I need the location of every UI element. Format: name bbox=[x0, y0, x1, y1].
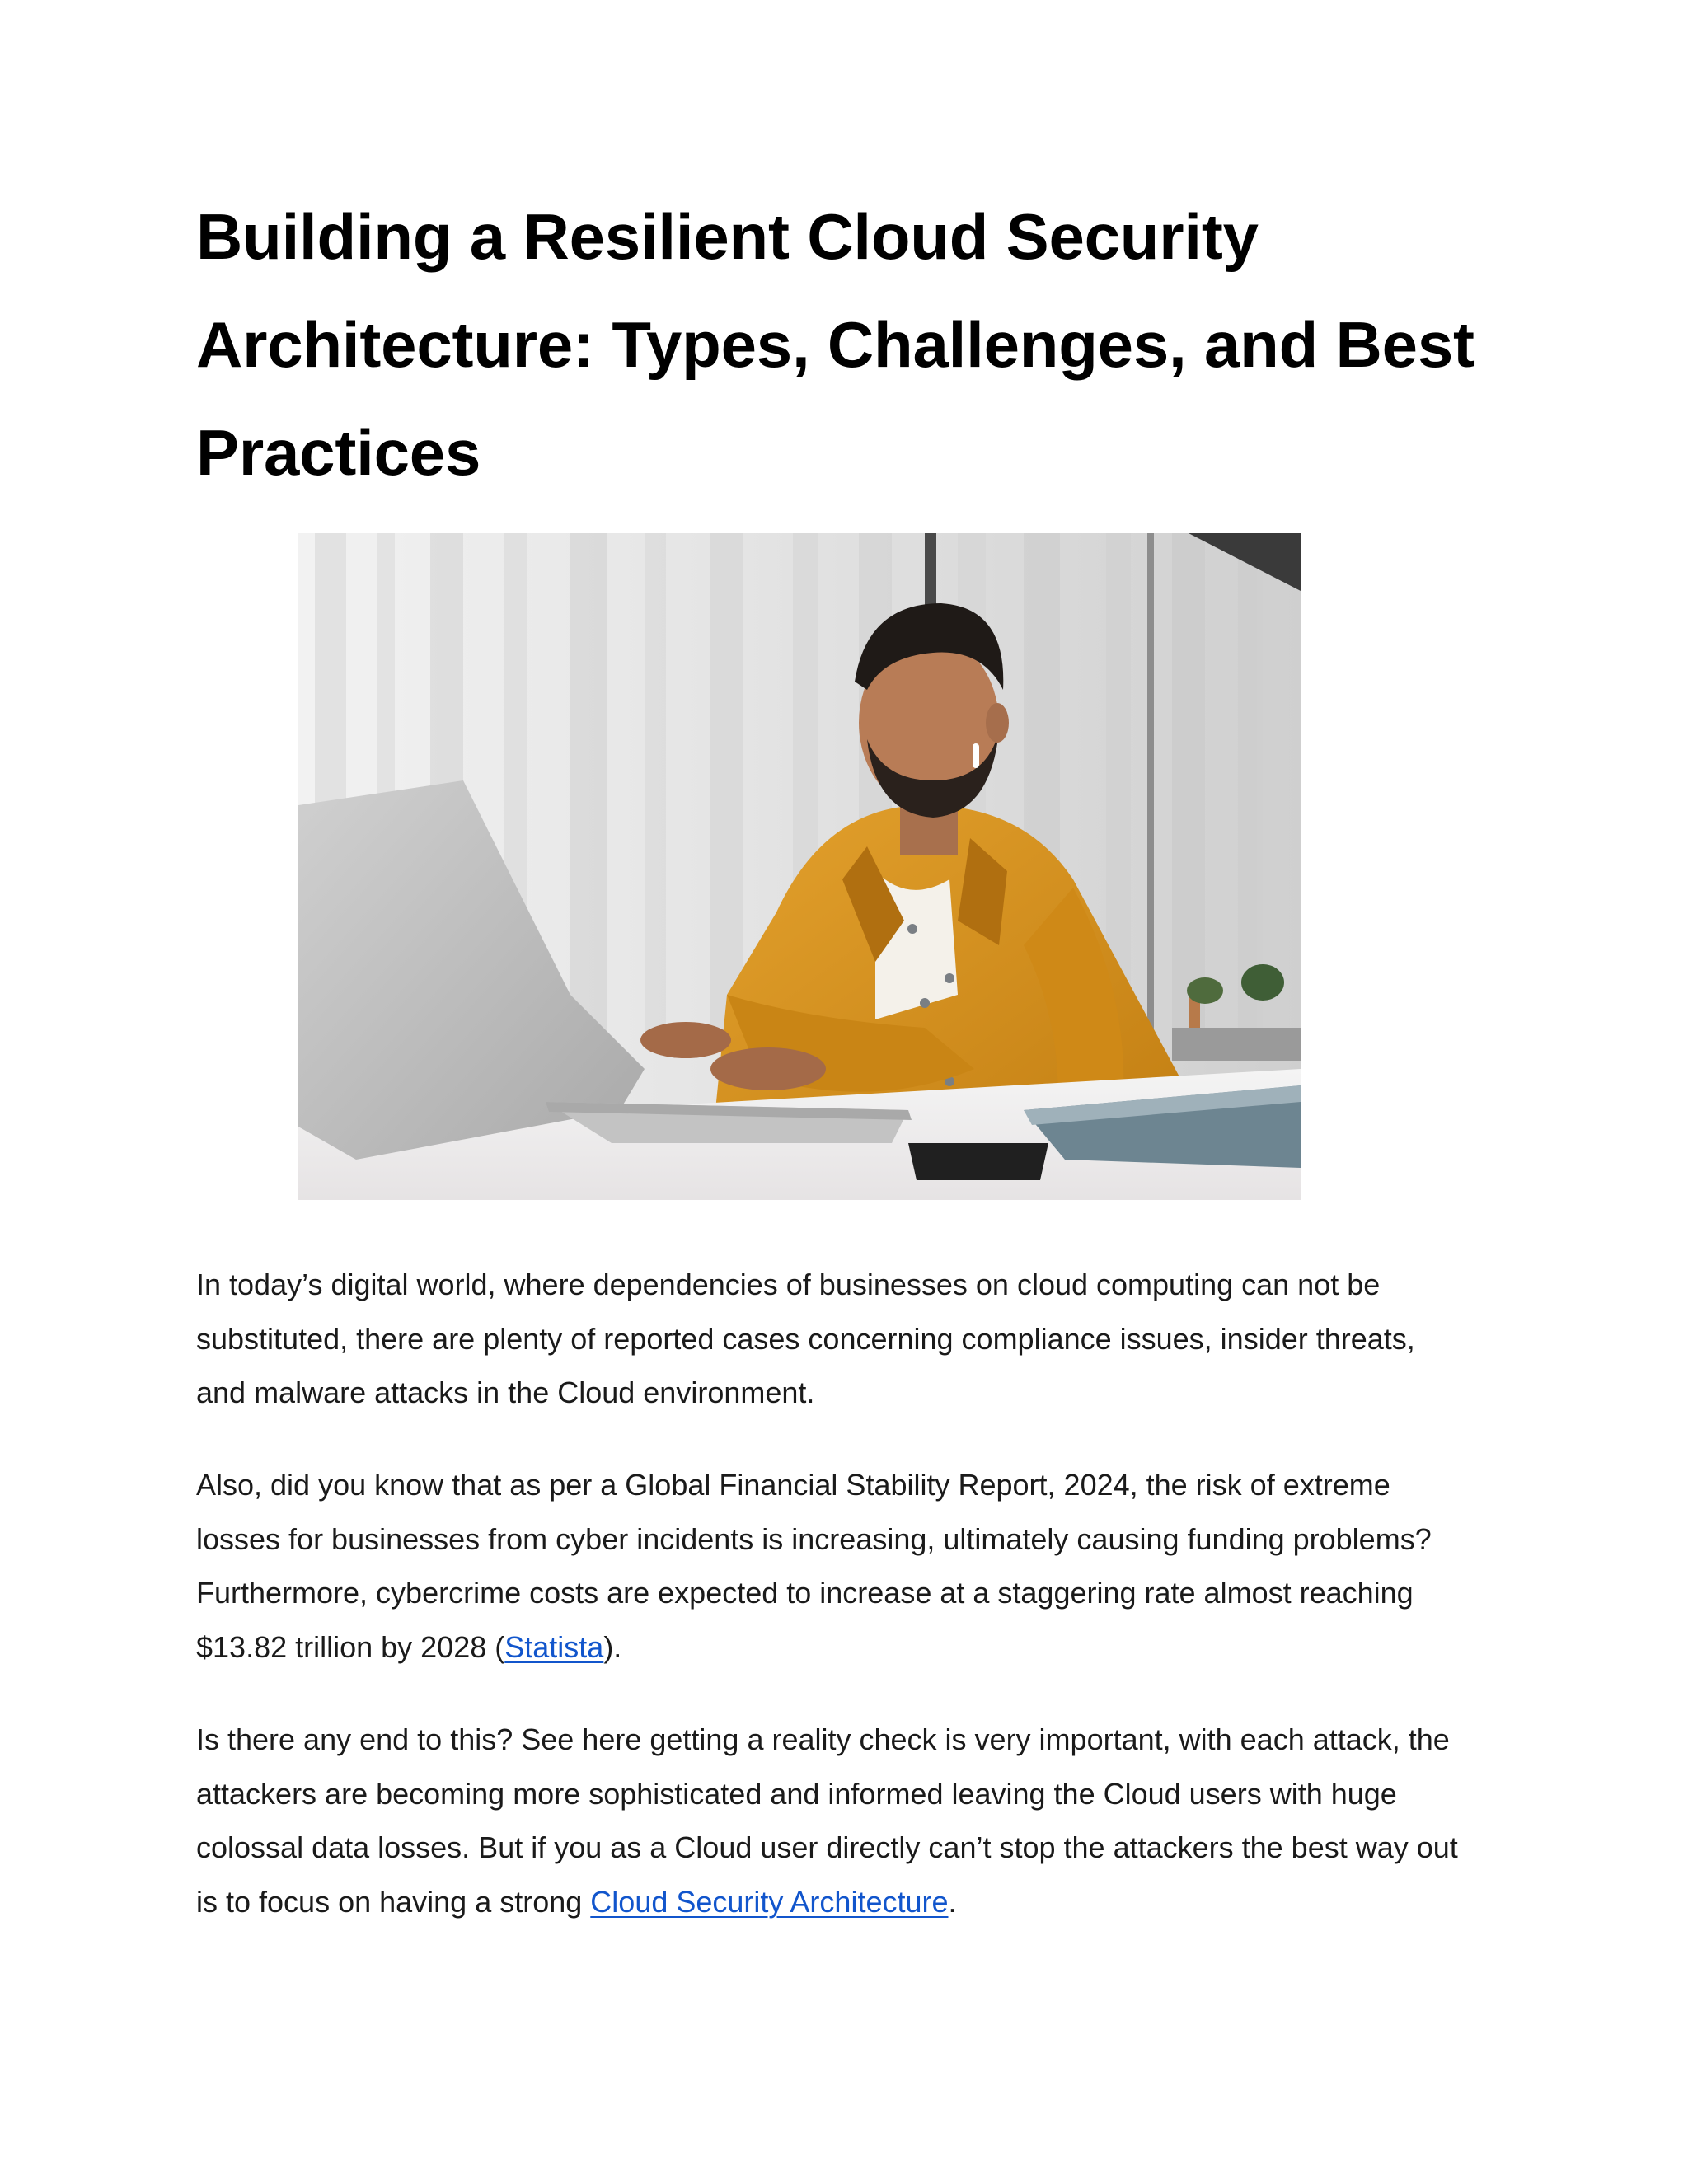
paragraph-line bbox=[196, 1620, 1482, 1675]
line-text: ). bbox=[603, 1629, 622, 1664]
paragraph-line bbox=[196, 1875, 1482, 1929]
paragraph-line: colossal data losses. But if you as a Cloud user directly can’t stop the attackers the best way out bbox=[196, 1830, 1458, 1864]
paragraph-line: In today’s digital world, where dependencies of businesses on cloud computing can not be bbox=[196, 1268, 1381, 1301]
cloud-security-architecture-link[interactable]: Cloud Security Architecture bbox=[590, 1884, 949, 1919]
paragraph-line: attackers are becoming more sophisticated and informed leaving the Cloud users with huge bbox=[196, 1776, 1397, 1811]
paragraph-line: substituted, there are plenty of reported cases concerning compliance issues, insider threats, bbox=[196, 1321, 1415, 1356]
article-title bbox=[196, 183, 1515, 507]
paragraph-line: Also, did you know that as per a Global Financial Stability Report, 2024, the risk of extreme bbox=[196, 1468, 1390, 1502]
line-text: $13.82 trillion by 2028 ( bbox=[196, 1629, 505, 1664]
paragraph-line: and malware attacks in the Cloud environment. bbox=[196, 1376, 815, 1409]
man-with-laptop-illustration bbox=[298, 533, 1301, 1200]
title-line: Architecture: Types, Challenges, and Best bbox=[196, 308, 1475, 381]
paragraph-line: Furthermore, cybercrime costs are expected to increase at a staggering rate almost reaching bbox=[196, 1576, 1414, 1610]
intro-paragraph bbox=[196, 1258, 1482, 1420]
title-line: Practices bbox=[196, 416, 481, 489]
line-text: is to focus on having a strong bbox=[196, 1884, 591, 1919]
statista-link[interactable]: Statista bbox=[504, 1629, 604, 1664]
title-line: Building a Resilient Cloud Security bbox=[196, 200, 1259, 273]
reality-check-paragraph bbox=[196, 1713, 1482, 1929]
paragraph-line: losses for businesses from cyber incidents is increasing, ultimately causing funding problems? bbox=[196, 1521, 1432, 1556]
line-text: . bbox=[948, 1884, 957, 1919]
paragraph-line: Is there any end to this? See here getting a reality check is very important, with each attack, the bbox=[196, 1722, 1450, 1756]
hero-image bbox=[298, 533, 1301, 1200]
statistics-paragraph bbox=[196, 1458, 1482, 1674]
